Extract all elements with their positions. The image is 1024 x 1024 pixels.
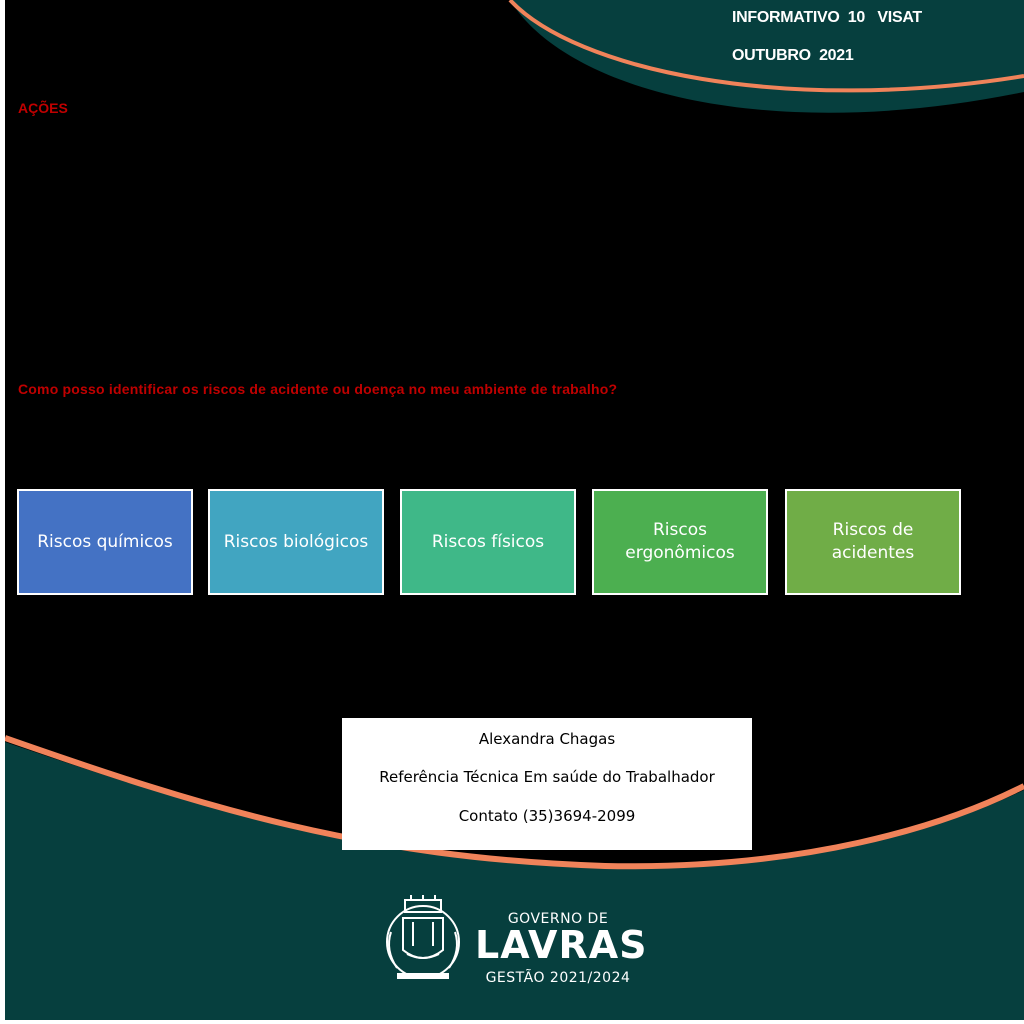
logo-line-gestao: GESTÃO 2021/2024 [485,970,631,986]
contact-phone: Contato (35)3694-2099 [458,807,636,825]
risk-box-label: Riscos físicos [431,531,545,552]
document-page [5,0,1024,1020]
newsletter-title: INFORMATIVO 10 VISAT [732,9,922,26]
risk-box-label: Riscos de acidentes [831,520,915,563]
newsletter-date: OUTUBRO 2021 [732,47,854,64]
section-heading: AÇÕES [18,100,68,116]
risk-box-ergonomic [592,489,768,595]
risk-box-label: Riscos biológicos [223,531,369,552]
risk-box-accidents [785,489,961,595]
contact-role: Referência Técnica Em saúde do Trabalhador [379,768,715,786]
contact-name: Alexandra Chagas [478,730,616,748]
contact-card [342,718,752,850]
logo-line-lavras: LAVRAS [475,923,648,967]
risk-box-label: Riscos químicos [37,531,173,552]
risk-box-chemical [17,489,193,595]
risk-box-biological [208,489,384,595]
logo-line-governo: GOVERNO DE [507,911,609,927]
question-text: Como posso identificar os riscos de acidente ou doença no meu ambiente de trabalho? [18,381,618,397]
risk-box-physical [400,489,576,595]
risk-box-label: Riscos ergonômicos [625,520,735,563]
